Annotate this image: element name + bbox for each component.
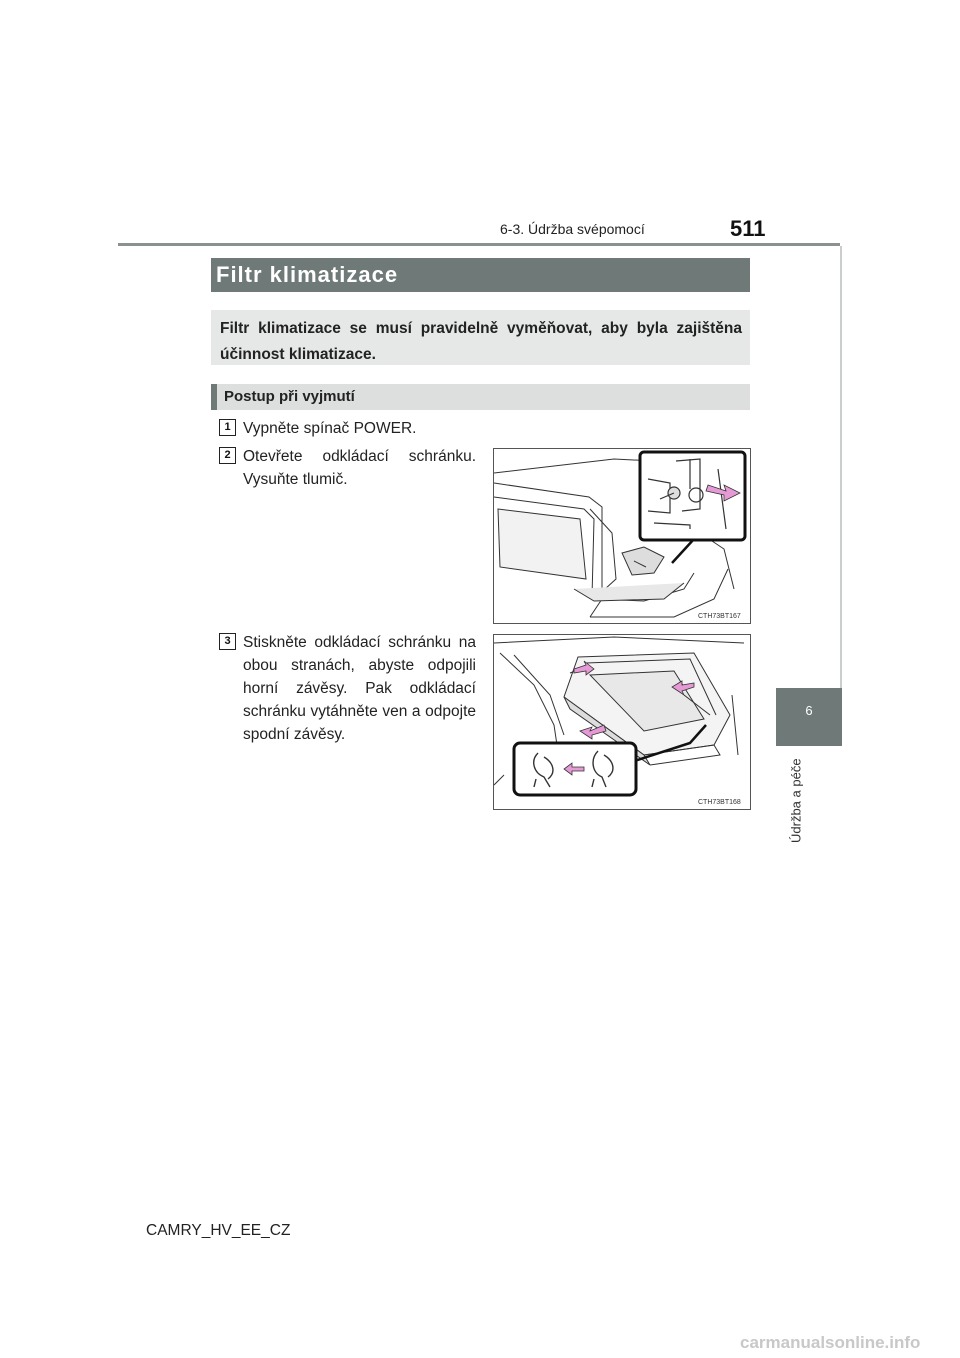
- subtitle: Postup při vyjmutí: [224, 388, 355, 405]
- figure-code: CTH73BT167: [698, 613, 741, 620]
- header-rule: [118, 243, 840, 246]
- watermark: carmanualsonline.info: [740, 1333, 921, 1352]
- chapter-number: 6: [805, 703, 813, 718]
- side-divider: [840, 246, 842, 688]
- intro-text: Filtr klimatizace se musí pravidelně vyměňovat, aby byla zajištěna účinnost klimatizace.: [220, 320, 742, 363]
- glovebox-removal-illustration: [494, 635, 750, 809]
- figure-code: CTH73BT168: [698, 799, 741, 806]
- glovebox-damper-illustration: [494, 449, 750, 623]
- step-2-text: Otevřete odkládací schránku. Vysuňte tlumič.: [243, 448, 476, 488]
- section-title: 6-3. Údržba svépomocí: [500, 221, 645, 237]
- figure-glovebox-damper: [493, 448, 751, 624]
- page-title: Filtr klimatizace: [216, 262, 399, 287]
- step-1-text: Vypněte spínač POWER.: [243, 420, 417, 437]
- chapter-label: Údržba a péče: [788, 758, 804, 843]
- page-number: 511: [730, 216, 766, 241]
- step-1-number: 1: [219, 419, 236, 436]
- step-3-number: 3: [219, 633, 236, 650]
- step-2-number: 2: [219, 447, 236, 464]
- figure-glovebox-removal: [493, 634, 751, 810]
- document-code: CAMRY_HV_EE_CZ: [146, 1222, 291, 1239]
- step-3-text: Stiskněte odkládací schránku na obou stranách, abyste odpojili horní závěsy. Pak odkládací schránku vytáhněte ven a odpojte spodní závěsy.: [243, 634, 476, 743]
